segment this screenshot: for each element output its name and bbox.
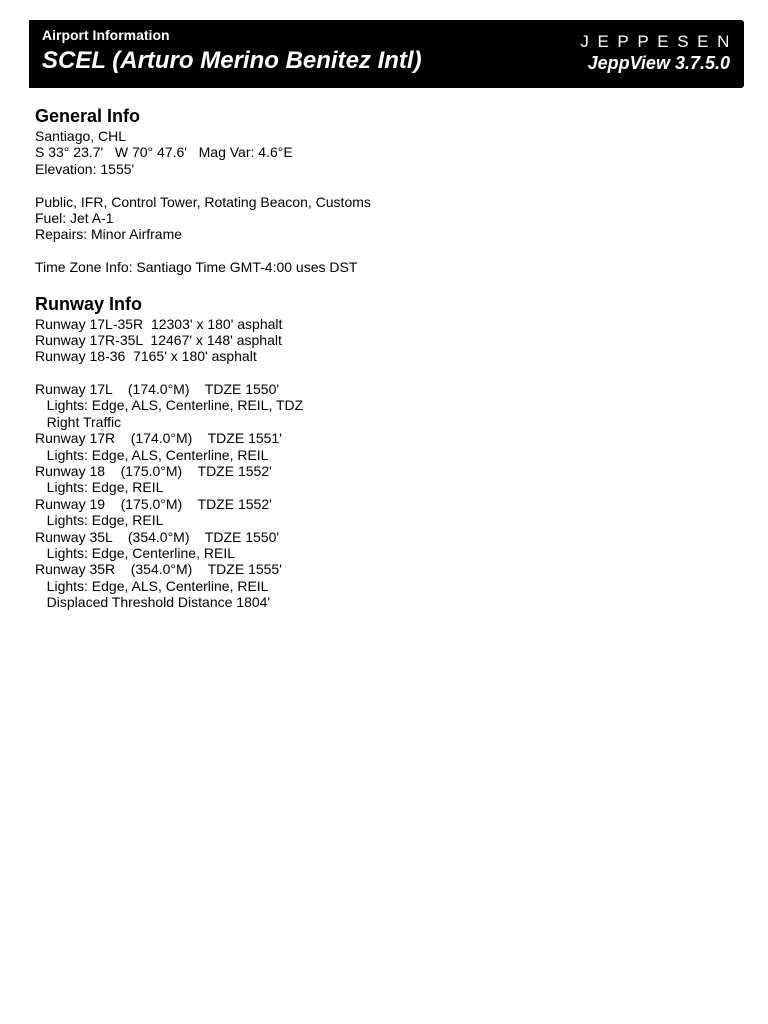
header-subtitle: Airport Information — [42, 27, 170, 43]
runway-detail-line: Lights: Edge, ALS, Centerline, REIL — [35, 577, 269, 594]
runway-detail-line: Runway 18 (175.0°M) TDZE 1552' — [35, 463, 272, 480]
general-info-heading: General Info — [35, 106, 141, 126]
runway-detail-line: Lights: Edge, ALS, Centerline, REIL, TDZ — [35, 397, 304, 414]
section-spacer — [35, 276, 735, 292]
runway-detail-line: Runway 35R (354.0°M) TDZE 1555' — [35, 561, 282, 578]
facilities-text: Public, IFR, Control Tower, Rotating Beacon, Customs — [35, 193, 371, 210]
brand-name: JEPPESEN — [580, 32, 738, 51]
runway-summary-line: Runway 18-36 7165' x 180' asphalt — [35, 348, 257, 365]
spacer — [35, 243, 735, 259]
product-version: JeppView 3.7.5.0 — [587, 53, 730, 73]
runway-detail-line: Runway 35L (354.0°M) TDZE 1550' — [35, 528, 280, 545]
coordinates-text: S 33° 23.7' W 70° 47.6' Mag Var: 4.6°E — [35, 144, 293, 161]
timezone-text: Time Zone Info: Santiago Time GMT-4:00 uses DST — [35, 259, 358, 276]
runway-detail-line: Runway 17R (174.0°M) TDZE 1551' — [35, 430, 282, 447]
runway-detail-line: Runway 17L (174.0°M) TDZE 1550' — [35, 381, 280, 398]
header-banner — [29, 20, 744, 88]
spacer — [35, 177, 735, 193]
fuel-text: Fuel: Jet A-1 — [35, 209, 114, 226]
header-title-group — [42, 27, 422, 75]
airport-title: SCEL (Arturo Merino Benitez Intl) — [42, 47, 422, 74]
runway-detail-line: Lights: Edge, REIL — [35, 479, 164, 496]
runway-summary-line: Runway 17R-35L 12467' x 148' asphalt — [35, 331, 282, 348]
report-body — [35, 104, 735, 611]
header-brand-group — [580, 32, 738, 74]
runway-detail-line: Lights: Edge, REIL — [35, 512, 164, 529]
runway-detail-line: Lights: Edge, Centerline, REIL — [35, 544, 235, 561]
elevation-text: Elevation: 1555' — [35, 160, 135, 177]
repairs-text: Repairs: Minor Airframe — [35, 226, 183, 243]
runway-summary-line: Runway 17L-35R 12303' x 180' asphalt — [35, 315, 283, 332]
runway-info-heading: Runway Info — [35, 293, 142, 314]
spacer — [35, 365, 735, 381]
runway-detail-line: Lights: Edge, ALS, Centerline, REIL — [35, 446, 269, 463]
runway-detail-line: Displaced Threshold Distance 1804' — [35, 594, 271, 611]
runway-detail-line: Right Traffic — [35, 413, 122, 430]
location-text: Santiago, CHL — [35, 128, 127, 144]
runway-detail-line: Runway 19 (175.0°M) TDZE 1552' — [35, 495, 272, 512]
